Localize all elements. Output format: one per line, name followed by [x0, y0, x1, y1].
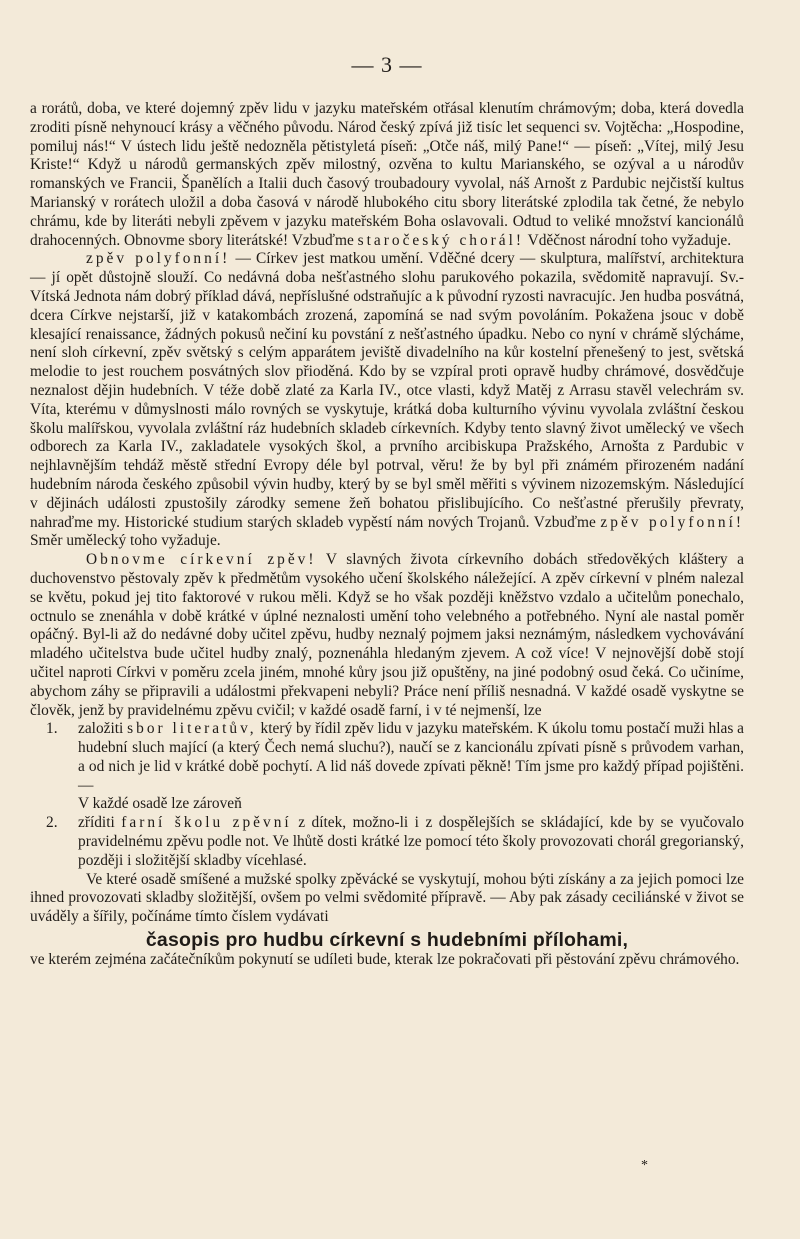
numbered-list-continued: [30, 814, 744, 870]
paragraph-2-spaced: zpěv polyfonní!: [600, 513, 744, 531]
list-item-2-lead: zříditi: [78, 814, 115, 832]
paragraph-1-text: a rorátů, doba, ve které dojemný zpěv lidu v jazyku mateřském otřásal klenutím chrámovým; doba, která dovedla zroditi písně nehynoucí krásy a věčného původu. Národ český zpívá již tisíc let sequenci sv. Vojtěcha: „Hospodine, pomiluj nás!“ V ústech lidu ještě nedozněla pětistyletá píseň: „Otče náš, milý Pane!“ — píseň: „Vítej, milý Jesu Kriste!“ Když u národů germanských zpěv milostný, ozvěna to kultu Marianského, se ozýval a u národův romanských ve Francii, Španělích a Italii duch časový troubadoury vyvolal, náš Arnošt z Pardubic nejčistší kultus Marianský v rorátech uložil a doba časová v národě hlubokého citu sbory literátské zplodila tak četné, že nebylo chrámu, kde by literáti nebyli zpěvem v jazyku mateřském Boha oslavovali. Odtud to veliké množství kancionálů drahocenných. Obnovme sbory literátské! Vzbuďme: [30, 100, 744, 249]
list-item-1-trail: V každé osadě lze zároveň: [78, 795, 242, 813]
paragraph-3: [30, 551, 744, 720]
paragraph-1: [30, 100, 744, 250]
list-item-2-spaced: farní školu zpěvní: [121, 814, 292, 832]
numbered-list: [30, 720, 744, 795]
list-item-1-number: 1.: [46, 720, 58, 738]
list-item-1: [30, 720, 744, 795]
paragraph-3-text: V slavných života církevního dobách středověkých kláštery a duchovenstvo pěstovaly zpěv k předmětům vysokého učení školského náležející. A zpěv církevní v plném nalezal se květu, pokud jej tito faktorové v rukou měli. Když se ho však později kněžstvo vzdalo a učitelům ponechalo, octnulo se znenáhla v době krátké v úplné neznalosti umění toho velebného a potřebného. Nyní ale nastal poměr opáčný. Byl-li až do nedávné doby učitel zpěvu, hudby neznalý pojmem jaksi neznámým, následkem vychovávání mladého učitelstva bude učitel hudby znalý, poznenáhla hledaným zjevem. A což více! V nejnovější době stojí učitel naproti Církvi v poměru zcela jiném, mnohé kůry jsou již opuštěny, na jiné podobný osud čeká. Co učiníme, abychom záhy se připravili a událostmi překvapeni nebyli? Práce není příliš nesnadná. V každé osadě vyskytne se člověk, jenž by pravidelnému zpěvu cvičil; v každé osadě farní, i v té nejmenší, lze: [30, 551, 745, 719]
journal-headline: časopis pro hudbu církevní s hudebními přílohami,: [145, 929, 629, 952]
list-item-1-text: který by řídil zpěv lidu v jazyku mateřském. K úkolu tomu postačí muži hlas a hudební sluch mající (a který Čech nemá sluchu?), naučí se z kancionálu zpívati písně s průvodem varhan, a od nich je lid v krátké době pochytí. A lid náš dovede zpívati pěkně! Tím jsme pro každý případ pojištěni. —: [78, 720, 744, 794]
paragraph-2-spaced-start: zpěv polyfonní!: [86, 250, 231, 268]
paragraph-3-spaced-start: Obnovme církevní zpěv!: [86, 551, 317, 569]
paragraph-2-text: — Církev jest matkou umění. Vděčné dcery — skulptura, malířství, architektura — jí opět důstojně slouží. Co nedávná doba nešťastného slohu parukového pokazila, svědomitě napravují. Sv.-Vítská Jednota nám dobrý příklad dává, nepříslušné odstraňujíc a k původní ryzosti navracujíc. Jen hudba posvátná, dcera Církve nejstarší, již v katakombách zrozená, zapomíná se nad svým povoláním. Pokažena jsouc v době klesající renaissance, žádných pokusů nečiní ku povstání z nešťastného úpadku. Nebo co nyní v chrámě slýcháme, není sloh církevní, zpěv světský s celým apparátem jeviště divadelního na kůr kostelní přenešený to jest, světská melodie to jest rouchem posvátných slov přioděná. Kdo by se vzpíral proti opravě hudby chrámové, dosvědčuje neznalost dějin hudebních. V téže době zlaté za Karla IV., otce vlasti, když Matěj z Arrasu stavěl velechrám sv. Víta, kterému v důmyslnosti málo rovných se vyskytuje, krátká doba kulturního vývinu vyvolala zvláštní českou školu malířskou, vyvolala zvláštní ráz hudebních skladeb církevních. Kdyby tento slavný život umělecký ve všech odborech za Karla IV., zakladatele vysokých škol, a prvního arcibiskupa Pražského, Arnošta z Pardubic v nejhlavnějším tehdáž městě střední Evropy déle byl potrval, věru! že by byl při známém přirozeném nadání hudebním národa českého způsobil vývin hudby, který by se byl směl měřiti s vývinem nizozemským. Následující v dějinách události zpustošily zárodky semene žeň bohatou přislibujícího. Co nešťastné přerušily převraty, nahraďme my. Historické studium starých skladeb vypěstí nám nových Trojanů. Vzbuďme: [30, 250, 745, 531]
list-item-2-number: 2.: [46, 814, 58, 832]
paragraph-2: [30, 250, 744, 551]
list-item-1-spaced: sbor literatův,: [127, 720, 257, 738]
footer-mark: *: [641, 1158, 648, 1173]
list-item-2-text: z dítek, možno-li i z dospělejších se skládající, kde by se vyučovalo pravidelnému zpěvu podle not. Ve lhůtě dosti krátké lze pomocí této školy provozovati chorál gregorianský, později i složitější skladby vícehlasé.: [78, 814, 744, 869]
list-item-1-lead: založiti: [78, 720, 124, 738]
list-item-2: [30, 814, 744, 870]
paragraph-1-end: Vděčnost národní toho vyžaduje.: [527, 231, 732, 249]
page-number: — 3 —: [351, 52, 423, 77]
paragraph-4: Ve které osadě smíšené a mužské spolky zpěvácké se vyskytují, mohou býti získány a za jejich pomoci lze ihned provozovati skladby složitější, ovšem po velmi svědomité přípravě. — Aby pak zásady ceciliánské v život se uváděly a šířily, počínáme tímto číslem vydávati: [30, 870, 744, 926]
paragraph-2-end: Směr umělecký toho vyžaduje.: [30, 532, 221, 550]
paragraph-1-spaced: staročeský chorál!: [357, 231, 525, 249]
paragraph-5: ve kterém zejména začátečníkům pokynutí se udíleti bude, kterak lze pokračovati při pěstování zpěvu chrámového.: [30, 951, 740, 969]
